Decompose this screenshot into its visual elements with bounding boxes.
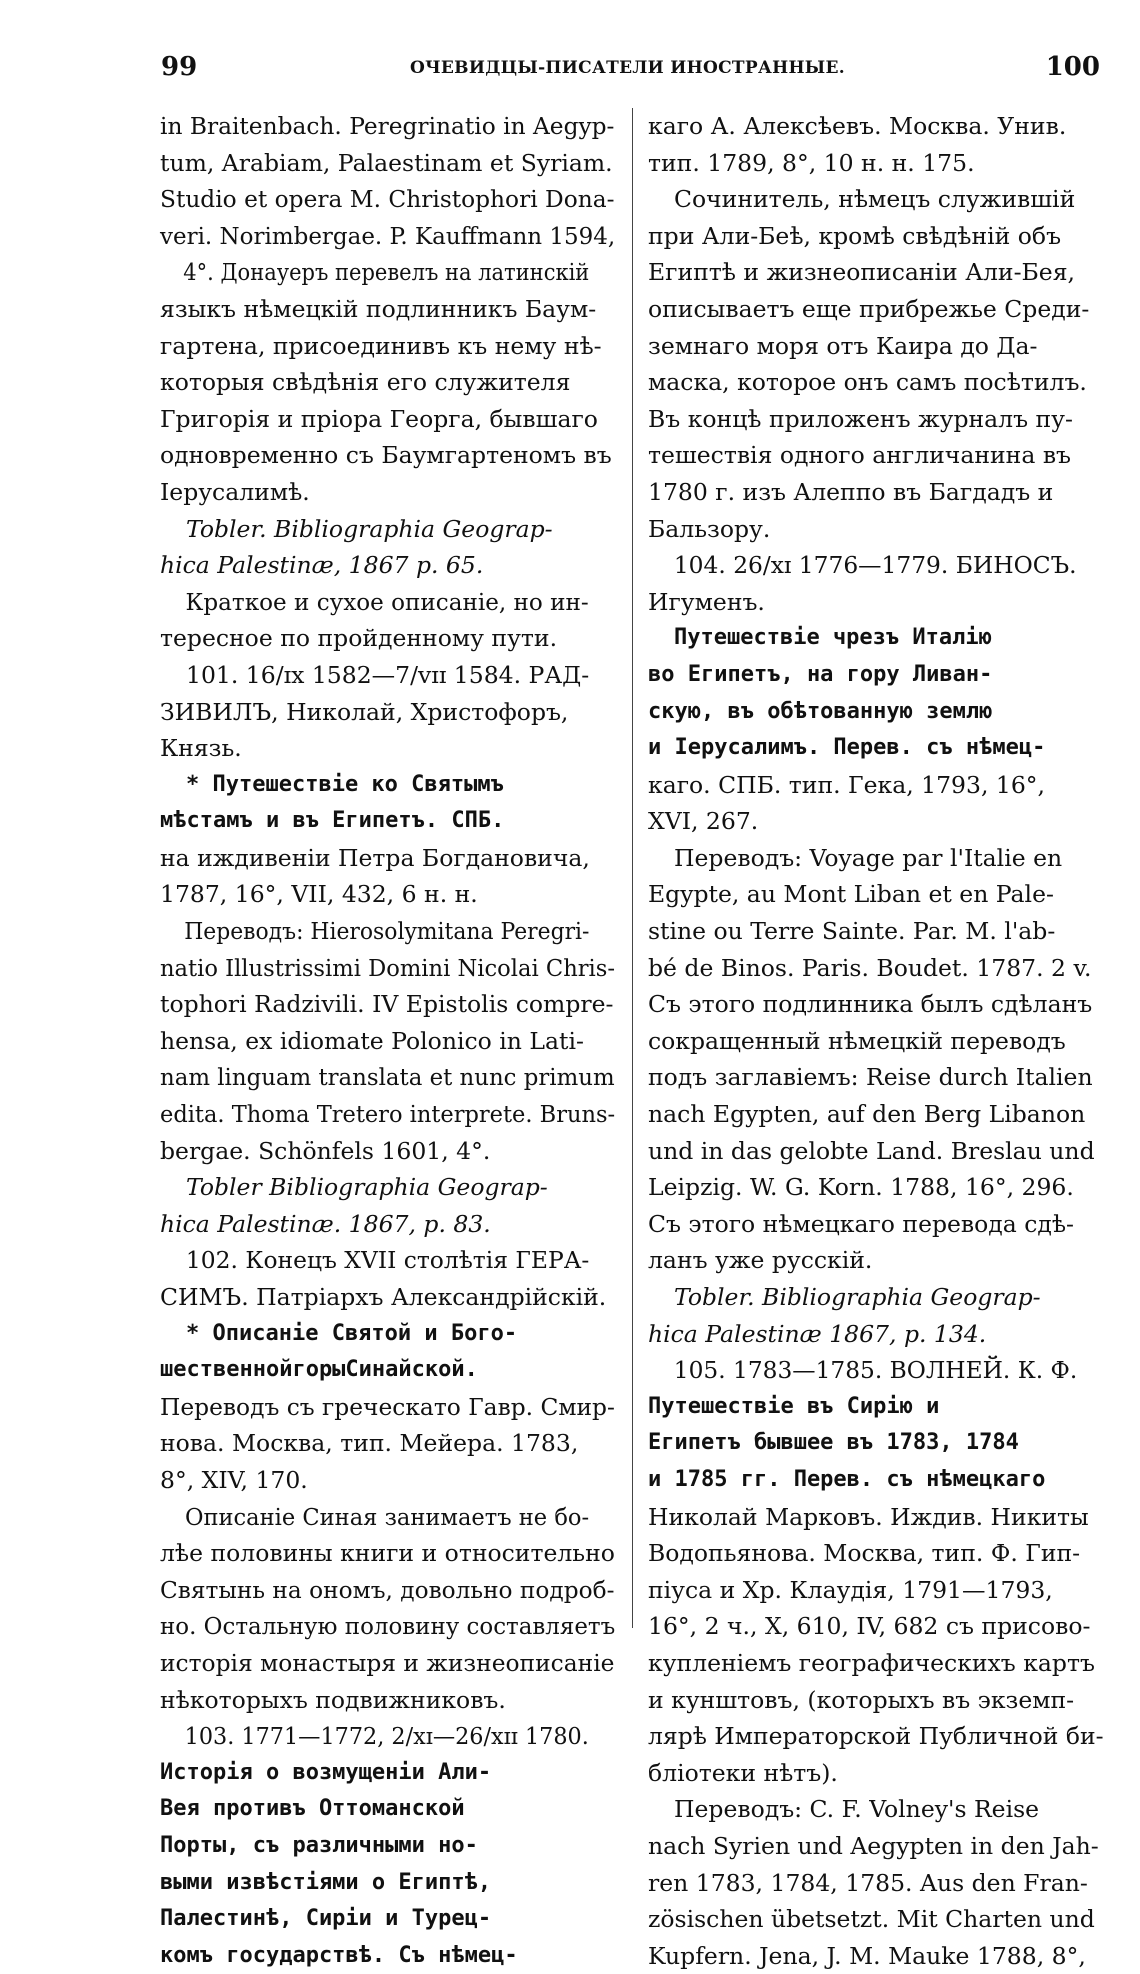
left-text-line: Краткое и сухое описаніе, но ин- [185,587,589,616]
right-text-line: и 1785 гг. Перев. съ нѣмецкаго [648,1466,1046,1492]
left-text-line: * Описаніе Святой и Бого- [186,1320,518,1346]
left-text-line: нова. Москва, тип. Мейера. 1783, [160,1429,579,1458]
left-text-line: Порты, съ различными но- [160,1832,478,1858]
right-text-line: и Іерусалимъ. Перев. съ нѣмец- [648,735,1046,761]
left-column [160,108,615,1974]
left-text-line: Переводъ: Hierosolymitana Peregri- [184,917,590,946]
left-text-line: выми извѣстіями о Египтѣ, [160,1869,492,1895]
left-text-line: исторія монастыря и жизнеописаніе [160,1648,615,1677]
left-text-line: которыя свѣдѣнія его служителя [160,368,571,397]
left-text-line: Исторія о возмущеніи Али- [160,1759,492,1785]
left-text-line: 101. 16/ɪx 1582—7/ᴠɪɪ 1584. РАД- [186,660,590,689]
right-text-line: Съ этого нѣмецкаго перевода сдѣ- [648,1209,1074,1238]
right-text-line: Съ этого подлинника былъ сдѣланъ [648,990,1093,1019]
left-text-line: edita. Thoma Tretero interprete. Bruns- [160,1100,616,1129]
left-text-line: Палестинѣ, Сиріи и Турец- [160,1906,492,1932]
right-text-line: Бальзору. [648,514,771,543]
left-text-line: bergae. Schönfels 1601, 4°. [160,1136,491,1165]
right-text-line: ren 1783, 1784, 1785. Aus den Fran- [648,1868,1088,1897]
right-text-line: XVI, 267. [648,807,759,836]
right-text-line: Въ концѣ приложенъ журналъ пу- [648,404,1073,433]
left-text-line: 8°, XIV, 170. [160,1465,308,1494]
right-text-line: Египтѣ и жизнеописаніи Али-Бея, [648,258,1075,287]
right-text-line: сокращенный нѣмецкій переводъ [648,1026,1066,1055]
left-text-line: 102. Конецъ XVII столѣтія ГЕРА- [185,1246,590,1275]
right-text-line: 16°, 2 ч., X, 610, IV, 682 съ присово- [648,1612,1091,1641]
right-text-line: во Египетъ, на гору Ливан- [648,661,993,687]
right-text-line: Leipzig. W. G. Korn. 1788, 16°, 296. [648,1173,1074,1202]
left-text-line: Григорія и пріора Георга, бывшаго [160,404,598,433]
left-text-line: hica Palestinæ. 1867, p. 83. [160,1209,491,1238]
right-text-line: Египетъ бывшее въ 1783, 1784 [648,1430,1019,1456]
left-text-line: * Путешествіе ко Святымъ [186,771,504,797]
left-text-line: одновременно съ Баумгартеномъ въ [160,441,612,470]
right-text-line: 105. 1783—1785. ВОЛНЕЙ. К. Ф. [673,1356,1078,1385]
right-text-line: 1780 г. изъ Алеппо въ Багдадъ и [648,477,1054,506]
right-text-line: ланъ уже русскій. [648,1246,873,1275]
left-text-line: ЗИВИЛЪ, Николай, Христофоръ, [160,697,569,726]
page-header [155,52,1100,92]
right-text-line: Переводъ: Voyage par l'Italie en [674,843,1063,872]
right-text-line: nach Egypten, auf den Berg Libanon [648,1100,1086,1129]
left-text-line: Описаніе Синая занимаетъ не бо- [184,1502,590,1531]
right-text-line: тип. 1789, 8°, 10 н. н. 175. [648,148,975,177]
left-text-line: tophori Radzivili. IV Epistolis compre- [160,990,614,1019]
left-text-line: natio Illustrissimi Domini Nicolai Chris- [160,953,616,982]
right-text-line: купленіемъ географическихъ картъ [648,1648,1095,1677]
left-text-line: Князь. [160,734,242,763]
left-text-line: veri. Norimbergae. P. Kauffmann 1594, [160,221,616,250]
right-text-line: подъ заглавіемъ: Reise durch Italien [648,1063,1093,1092]
left-text-line: in Braitenbach. Peregrinatio in Aegyp- [160,112,615,140]
right-text-line: und in das gelobte Land. Breslau und [648,1136,1095,1165]
left-text-line: мѣстамъ и въ Египетъ. СПБ. [160,808,505,834]
left-text-line: комъ государствѣ. Съ нѣмец- [160,1942,518,1968]
left-text-line: СИМЪ. Патріархъ Александрійскій. [160,1283,607,1311]
right-text-line: лярѣ Императорской Публичной би- [648,1722,1104,1751]
page-number-left: 99 [161,52,198,82]
left-text-line: гартена, присоединивъ къ нему нѣ- [160,331,602,360]
left-text-line: Tobler. Bibliographia Geograp- [186,514,553,543]
right-text-line: маска, которое онъ самъ посѣтилъ. [648,368,1087,397]
right-text-line: Переводъ: C. F. Volney's Reise [674,1795,1040,1824]
left-text-line: 103. 1771—1772, 2/xɪ—26/xɪɪ 1780. [184,1722,589,1751]
right-text-line: Водопьянова. Москва, тип. Ф. Гип- [648,1539,1081,1568]
left-text-line: языкъ нѣмецкій подлинникъ Баум- [160,294,597,323]
right-text-line: каго. СПБ. тип. Гека, 1793, 16°, [648,770,1046,799]
left-text-line: Іерусалимѣ. [160,477,310,506]
right-text-line: скую, въ обѣтованную землю [648,698,993,724]
left-text-line: nam linguam translata et nunc primum [160,1063,615,1092]
left-text-line: нѣкоторыхъ подвижниковъ. [160,1685,506,1714]
left-text-line: Studio et opera M. Christophori Dona- [160,185,615,214]
right-text-line: бліотеки нѣтъ). [648,1758,838,1787]
running-title: ОЧЕВИДЦЫ-ПИСАТЕЛИ ИНОСТРАННЫЕ. [409,58,846,78]
right-text-line: Kupfern. Jena, J. M. Mauke 1788, 8°, [648,1941,1086,1970]
right-text-line: nach Syrien und Aegypten in den Jah- [648,1831,1099,1860]
page-number-right: 100 [1045,52,1100,82]
right-text-line: піуса и Хр. Клаудія, 1791—1793, [648,1575,1053,1604]
right-text-line: Путешествіе чрезъ Италію [674,625,992,651]
right-column [648,108,1103,1974]
right-text-line: Игуменъ. [648,587,765,616]
left-text-line: hica Palestinæ, 1867 p. 65. [160,551,484,580]
left-text-line: Tobler Bibliographia Geograp- [186,1173,548,1202]
right-text-line: stine ou Terre Sainte. Par. M. l'ab- [648,917,1056,946]
right-text-line: hica Palestinæ 1867, p. 134. [648,1319,987,1348]
left-text-line: но. Остальную половину составляетъ [160,1612,616,1641]
right-text-line: Николай Марковъ. Иждив. Никиты [648,1502,1089,1531]
right-text-line: описываетъ еще прибрежье Среди- [648,294,1090,323]
left-text-line: шественнойгорыСинайской. [160,1357,478,1383]
right-text-line: земнаго моря отъ Каира до Да- [648,331,1038,360]
right-text-line: zösischen übetsetzt. Mit Charten und [648,1905,1095,1934]
left-text-line: 4°. Донауеръ перевелъ на латинскій [183,258,590,287]
left-text-line: лѣе половины книги и относительно [160,1539,615,1568]
left-text-line: tum, Arabiam, Palaestinam et Syriam. [160,148,613,177]
left-text-line: Святынь на ономъ, довольно подроб- [160,1575,615,1604]
right-text-line: тешествія одного англичанина въ [648,441,1071,470]
column-divider [632,108,633,1628]
right-text-line: Сочинитель, нѣмецъ служившій [674,185,1076,214]
right-text-line: каго А. Алексѣевъ. Москва. Унив. [648,112,1067,140]
left-text-line: Вея противъ Оттоманской [160,1796,465,1822]
right-text-line: при Али-Беѣ, кромѣ свѣдѣній объ [648,221,1062,250]
left-text-line: тересное по пройденному пути. [160,624,558,653]
left-text-line: hensa, ex idiomate Polonico in Lati- [160,1026,584,1055]
right-text-line: Egypte, au Mont Liban et en Pale- [648,880,1054,909]
right-text-line: Путешествіе въ Сирію и [648,1393,940,1419]
right-text-line: Tobler. Bibliographia Geograp- [674,1283,1041,1311]
right-text-line: bé de Binos. Paris. Boudet. 1787. 2 v. [648,953,1092,982]
left-text-line: 1787, 16°, VII, 432, 6 н. н. [160,880,478,909]
left-text-line: Переводъ съ греческато Гавр. Смир- [160,1392,615,1421]
right-text-line: и кунштовъ, (которыхъ въ экземп- [648,1685,1075,1714]
right-text-line: 104. 26/xɪ 1776—1779. БИНОСЪ. [673,551,1077,580]
left-text-line: на иждивеніи Петра Богдановича, [160,843,590,872]
